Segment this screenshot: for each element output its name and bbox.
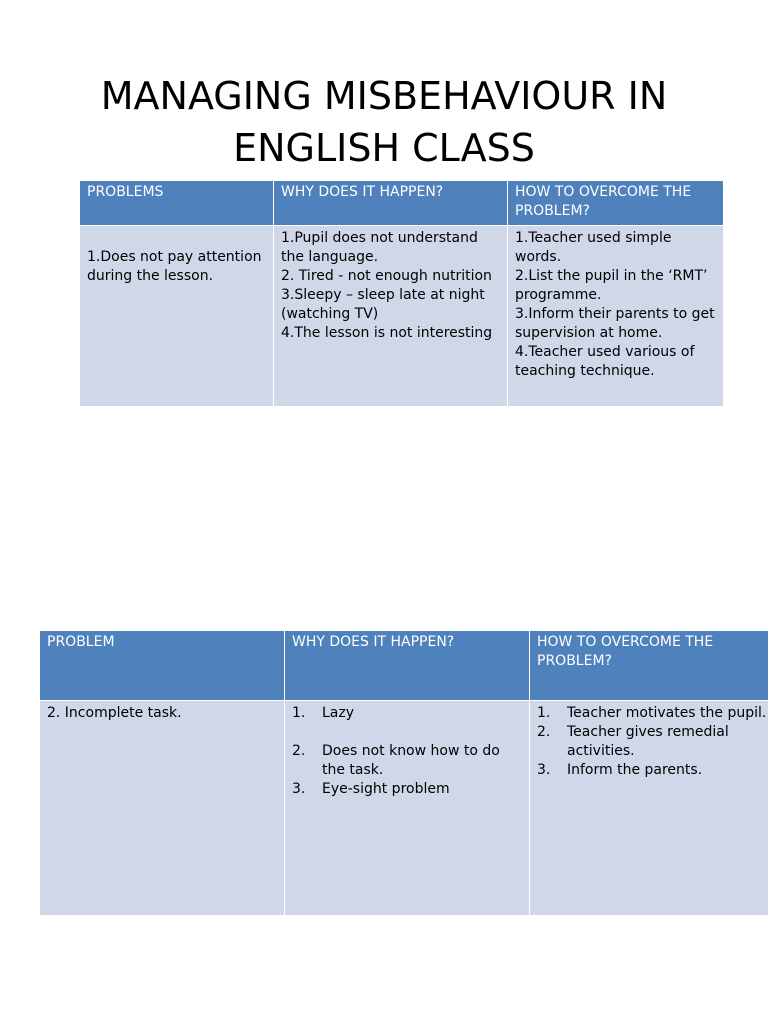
list-text: Does not know how to do the task. — [322, 743, 500, 778]
list-text: Teacher gives remedial activities. — [567, 724, 729, 759]
header-how: HOW TO OVERCOME THE PROBLEM? — [530, 631, 768, 701]
list-number: 3. — [537, 762, 551, 778]
list-text: Inform the parents. — [567, 762, 703, 778]
table-row — [80, 226, 724, 407]
table-row — [40, 701, 768, 916]
list-number: 2. — [537, 724, 551, 740]
cell-problem — [80, 226, 274, 407]
cell-problem — [40, 701, 285, 916]
why-list — [292, 704, 522, 799]
list-item — [292, 704, 522, 723]
cell-why — [285, 701, 530, 916]
table-misbehaviour-1 — [79, 180, 724, 407]
header-why: WHY DOES IT HAPPEN? — [274, 181, 508, 226]
list-item — [537, 704, 768, 723]
list-text: Lazy — [322, 705, 355, 721]
problem-text: 2. Incomplete task. — [47, 705, 182, 721]
list-number: 1. — [537, 705, 551, 721]
list-text: Teacher motivates the pupil. — [567, 705, 767, 721]
title-line-2: ENGLISH CLASS — [233, 126, 535, 170]
why-text: 1.Pupil does not understand the language. 2. Tired - not enough nutrition 3.Sleepy – sleep late at night (watching TV) 4.The lesson is not interesting — [281, 230, 493, 341]
list-number: 2. — [292, 743, 306, 759]
page-title — [0, 70, 768, 174]
list-item — [292, 742, 522, 780]
cell-why — [274, 226, 508, 407]
list-item — [537, 723, 768, 761]
title-line-1: MANAGING MISBEHAVIOUR IN — [100, 74, 668, 118]
list-number: 1. — [292, 705, 306, 721]
how-list — [537, 704, 768, 780]
problem-text: 1.Does not pay attention during the lesson. — [87, 249, 262, 284]
list-text: Eye-sight problem — [322, 781, 450, 797]
list-item — [537, 761, 768, 780]
list-number: 3. — [292, 781, 306, 797]
table-misbehaviour-2 — [39, 630, 768, 916]
header-why: WHY DOES IT HAPPEN? — [285, 631, 530, 701]
table-header-row — [40, 631, 768, 701]
cell-how — [530, 701, 768, 916]
cell-how — [508, 226, 724, 407]
header-how: HOW TO OVERCOME THE PROBLEM? — [508, 181, 724, 226]
header-problems: PROBLEMS — [80, 181, 274, 226]
list-item — [292, 780, 522, 799]
table-header-row — [80, 181, 724, 226]
header-problem: PROBLEM — [40, 631, 285, 701]
how-text: 1.Teacher used simple words. 2.List the pupil in the ‘RMT’ programme. 3.Inform their parents to get supervision at home. 4.Teacher used various of teaching technique. — [515, 230, 715, 379]
